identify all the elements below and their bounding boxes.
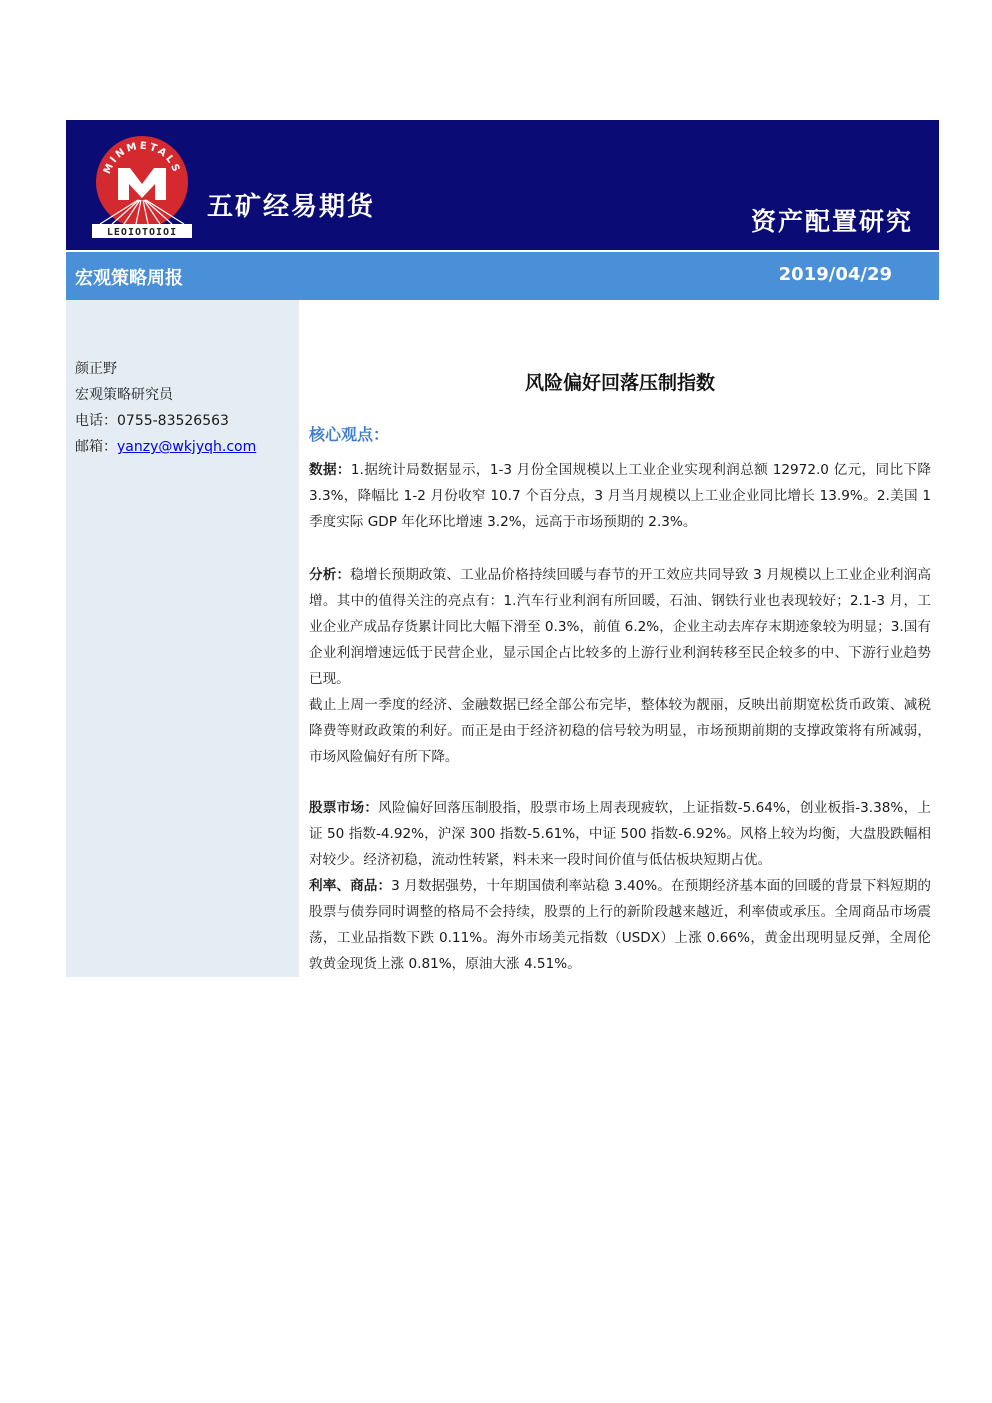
section-stock-market [309,795,931,873]
author-info [75,356,256,460]
section-text: 截止上周一季度的经济、金融数据已经全部公布完毕，整体较为靓丽，反映出前期宽松货币政策、减税降费等财政政策的利好。而正是由于经济初稳的信号较为明显，市场预期前期的支撑政策将有所减弱，市场风险偏好有所下降。 [309,697,931,765]
section-lead: 利率、商品： [309,878,392,894]
author-phone-row [75,408,256,434]
section-analysis [309,562,931,692]
minmetals-logo-icon [92,130,192,238]
department-title: 资产配置研究 [750,207,913,236]
section-text: 风险偏好回落压制股指，股票市场上周表现疲软，上证指数-5.64%，创业板指-3.38%，上证 50 指数-4.92%，沪深 300 指数-5.61%，中证 500 指数-6.92%。风格上较为均衡，大盘股跌幅相对较少。经济初稳，流动性转紧，料未来一段时间价值与低估板块短期占优。 [309,800,931,868]
company-name: 五矿经易期货 [207,192,376,222]
core-viewpoint-label: 核心观点： [309,425,390,444]
email-link[interactable]: yanzy@wkjyqh.com [117,439,257,455]
logo-arc-text: MINMETALS [101,140,182,176]
section-text: 1.据统计局数据显示，1-3 月份全国规模以上工业企业实现利润总额 12972.0 亿元，同比下降 3.3%，降幅比 1-2 月份收窄 10.7 个百分点，3 月当月规模以上工业企业同比增长 13.9%。2.美国 1 季度实际 GDP 年化环比增速 3.2%，远高于市场预期的 2.3%。 [309,462,931,530]
author-sidebar [66,300,299,977]
report-date: 2019/04/29 [778,264,892,285]
report-header [66,120,939,250]
email-label: 邮箱： [75,439,117,455]
author-title: 宏观策略研究员 [75,387,173,403]
author-email-row [75,434,256,460]
author-name: 颜正野 [75,361,117,377]
section-lead: 数据： [309,462,351,478]
report-subheader [66,252,939,300]
section-text: 稳增长预期政策、工业品价格持续回暖与春节的开工效应共同导致 3 月规模以上工业企业利润高增。其中的值得关注的亮点有：1.汽车行业利润有所回暖，石油、钢铁行业也表现较好；2.1-3 月，工业企业产成品存货累计同比大幅下滑至 0.3%，前值 6.2%，企业主动去库存末期迹象较为明显；3.国有企业利润增速远低于民营企业，显示国企占比较多的上游行业利润转移至民企较多的中、下游行业趋势已现。 [309,567,932,687]
section-data [309,457,931,535]
report-type: 宏观策略周报 [75,268,183,289]
section-analysis-continued [309,692,931,770]
section-text: 3 月数据强势，十年期国债利率站稳 3.40%。在预期经济基本面的回暖的背景下料短期的股票与债券同时调整的格局不会持续，股票的上行的新阶段越来越近，利率债或承压。全周商品市场震荡，工业品指数下跌 0.11%。海外市场美元指数（USDX）上涨 0.66%，黄金出现明显反弹，全周伦敦黄金现货上涨 0.81%，原油大涨 4.51%。 [309,878,931,972]
section-lead: 分析： [309,567,351,583]
section-lead: 股票市场： [309,800,379,816]
phone-label: 电话： [75,413,117,429]
logo-base-text: LEOIOTOIOI [106,227,178,238]
section-rates-commodities [309,873,931,977]
document-title: 风险偏好回落压制指数 [524,372,715,394]
phone-number: 0755-83526563 [117,413,229,429]
